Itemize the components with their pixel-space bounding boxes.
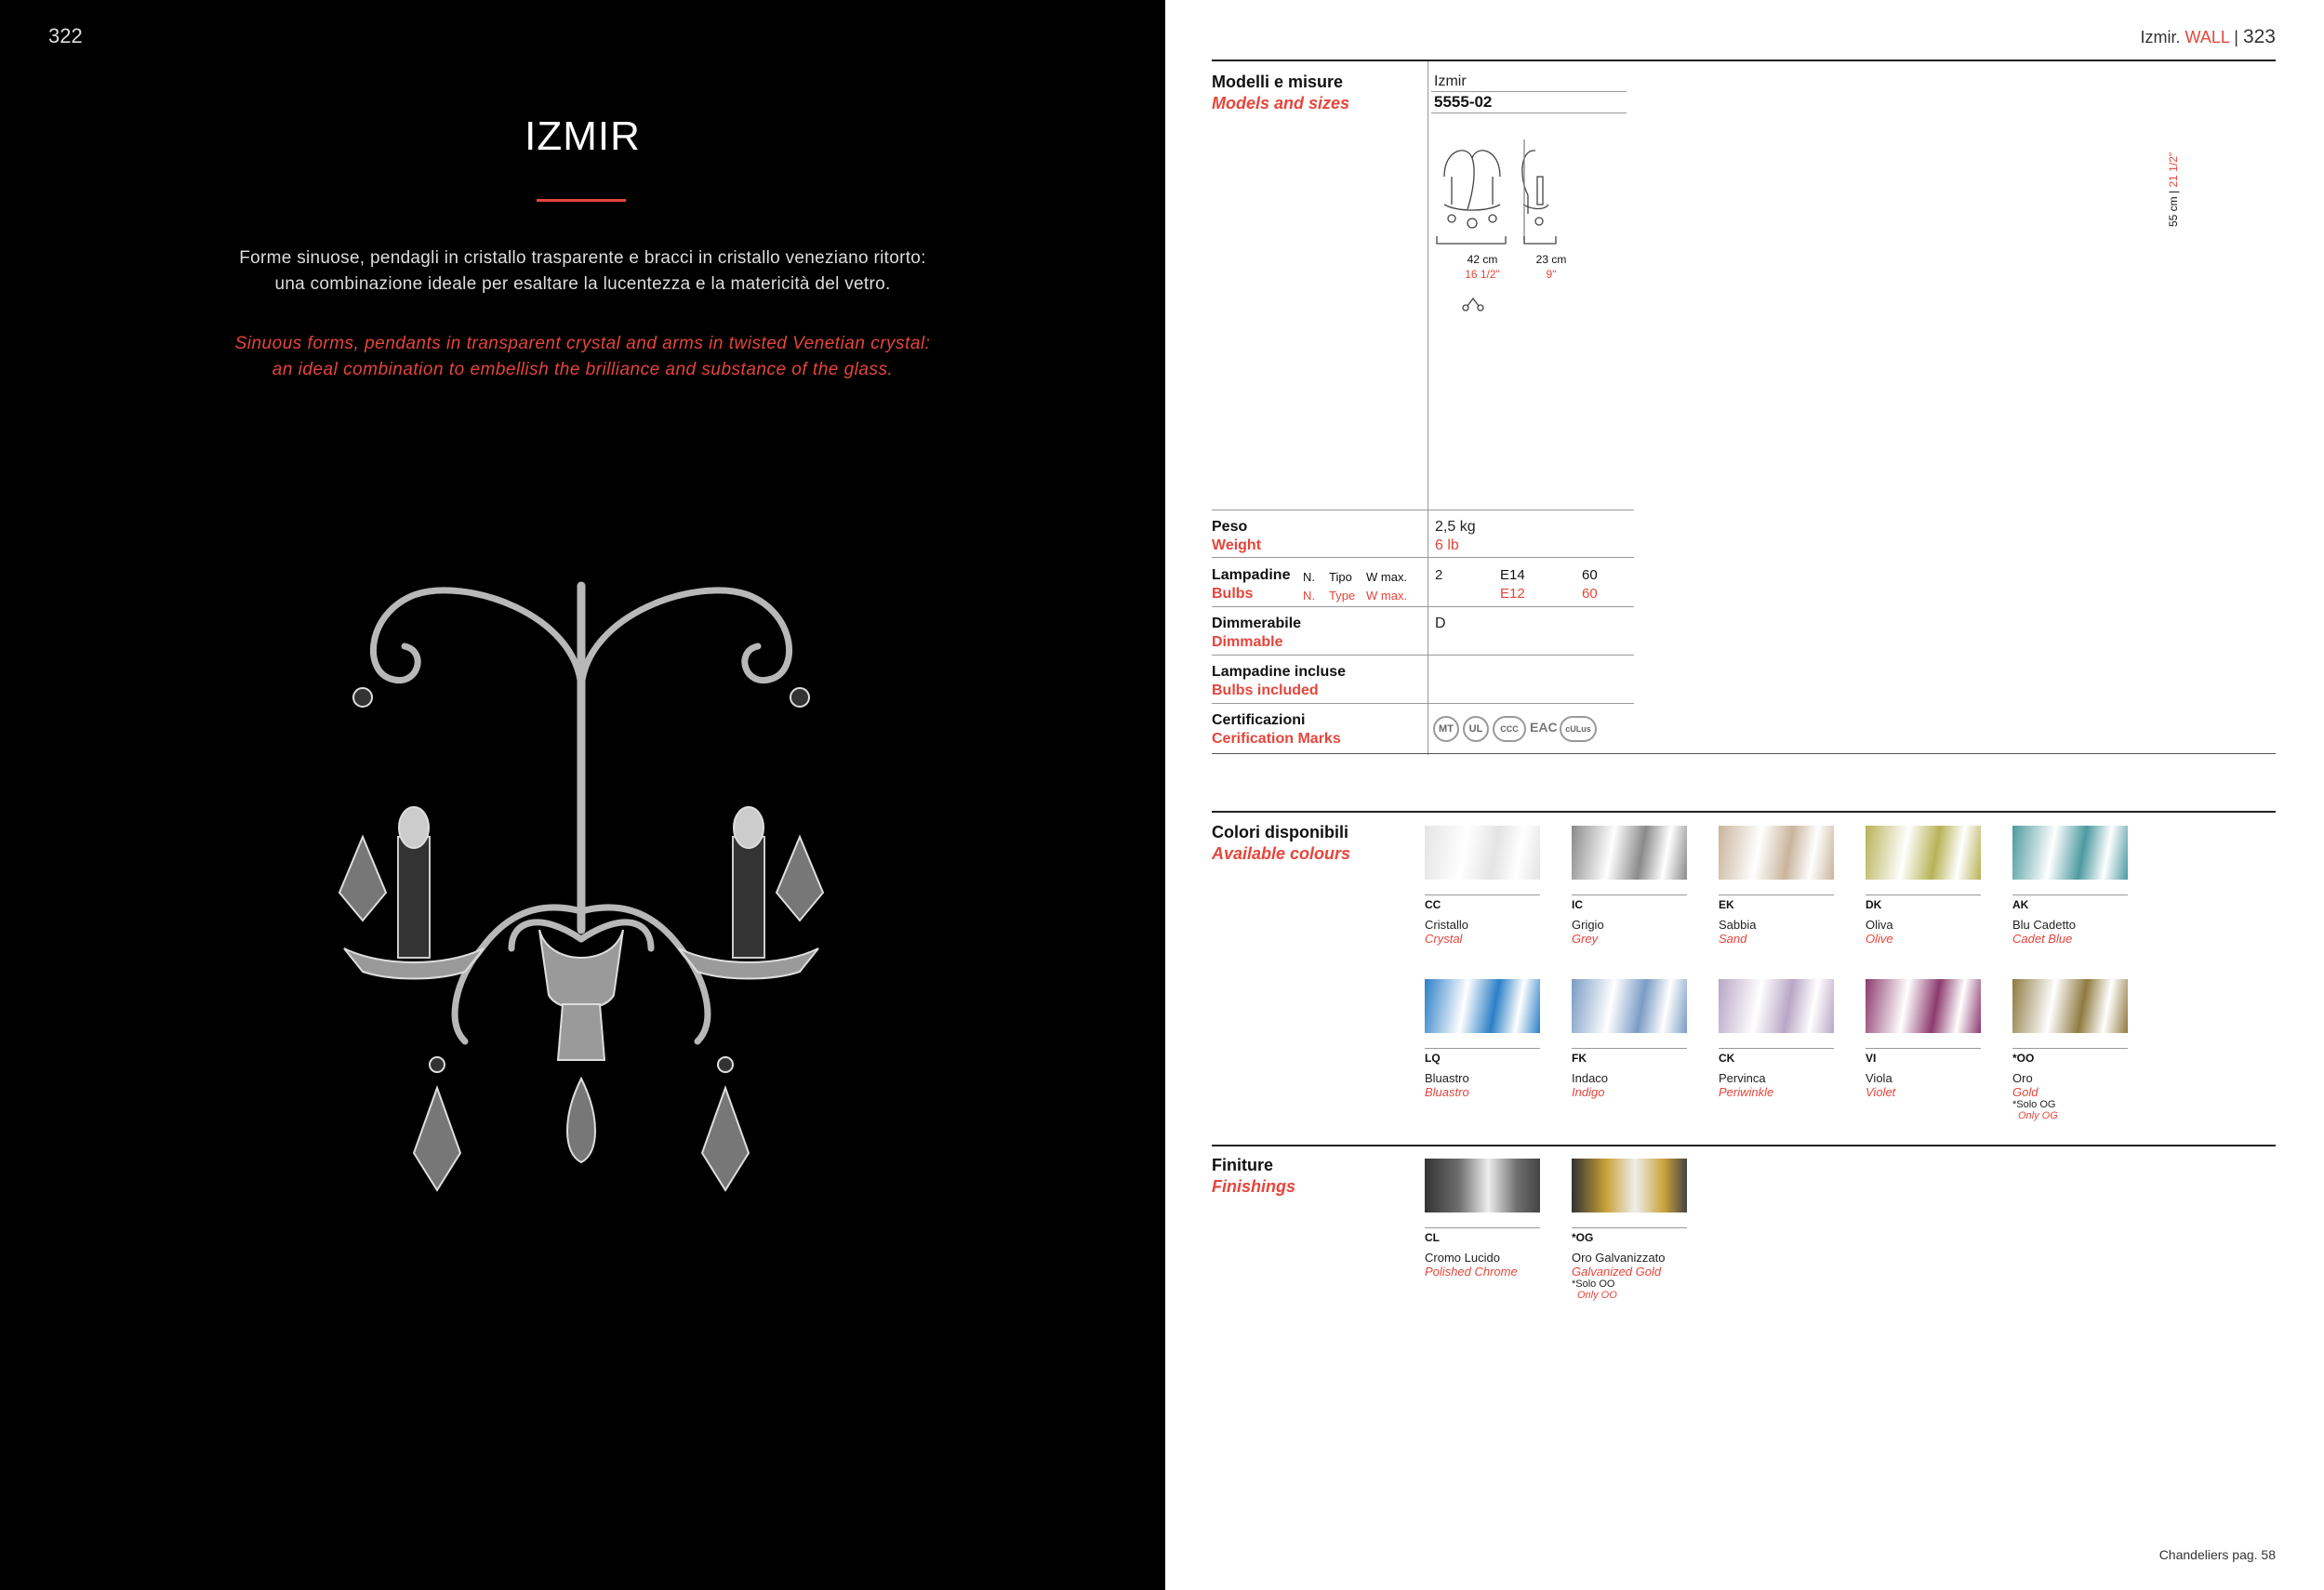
swatch-code: FK xyxy=(1572,1052,1587,1065)
swatch-name-it: Pervinca xyxy=(1719,1071,1766,1085)
swatch-name-it: Blu Cadetto xyxy=(2012,918,2076,932)
swatch-code: *OO xyxy=(2012,1052,2035,1065)
bulbs-label: Lampadine Bulbs xyxy=(1212,567,1291,602)
dimmable-label: Dimmerabile Dimmable xyxy=(1212,616,1302,650)
width-dimension-cm: 42 cm xyxy=(1467,253,1498,266)
culus-mark-icon: cULus xyxy=(1560,716,1597,742)
swatch-name-en: Galvanized Gold xyxy=(1572,1265,1662,1279)
header-category: WALL xyxy=(2185,28,2230,46)
swatch-code: DK xyxy=(1866,898,1882,911)
swatch-dk xyxy=(1866,826,1981,946)
header-product: Izmir. xyxy=(2140,28,2181,46)
swatch-cl xyxy=(1425,1159,1540,1279)
swatch-image xyxy=(1719,826,1834,880)
swatch-ek xyxy=(1719,826,1834,946)
swatch-name-en: Grey xyxy=(1572,932,1599,946)
page-number-left: 322 xyxy=(48,24,83,47)
title-underline xyxy=(537,199,626,202)
weight-value: 2,5 kg 6 lb xyxy=(1435,519,1476,553)
swatch-name-en: Polished Chrome xyxy=(1425,1265,1518,1279)
depth-dimension-cm: 23 cm xyxy=(1535,253,1567,266)
finishings-label: Finiture Finishings xyxy=(1212,1156,1295,1196)
swatch-note-it: *Solo OO xyxy=(1572,1279,1615,1290)
swatch-code: VI xyxy=(1866,1052,1877,1065)
swatch-name-it: Cristallo xyxy=(1425,918,1468,932)
swatch-image xyxy=(1425,1159,1540,1212)
swatch-image xyxy=(1572,1159,1687,1212)
wall-mount-icon xyxy=(1461,296,1485,312)
swatch-name-it: Sabbia xyxy=(1719,918,1757,932)
swatch-name-en: Olive xyxy=(1866,932,1893,946)
bulbs-wattage: 60 60 xyxy=(1582,567,1598,602)
specs-bottom-rule xyxy=(1212,753,2276,754)
dimmable-value: D xyxy=(1435,616,1446,631)
description-english: Sinuous forms, pendants in transparent crystal and arms in twisted Venetian crystal: an ideal combination to embellish the brilliance and substance of the glass. xyxy=(234,334,931,379)
bulbs-included-top-rule xyxy=(1212,655,1634,656)
colours-label: Colori disponibili Available colours xyxy=(1212,823,1351,863)
certification-marks xyxy=(1433,716,1600,742)
swatch-code: LQ xyxy=(1425,1052,1441,1065)
footer-reference: Chandeliers pag. 58 xyxy=(2158,1547,2276,1562)
bulbs-type: E14 E12 xyxy=(1500,567,1525,602)
swatch-image xyxy=(2012,826,2128,880)
model-name: Izmir xyxy=(1434,73,1467,89)
swatch-image xyxy=(1425,979,1540,1033)
swatch-ic xyxy=(1572,826,1687,946)
swatch-name-en: Crystal xyxy=(1425,932,1463,946)
product-title: IZMIR xyxy=(525,113,641,159)
swatch-name-it: Viola xyxy=(1866,1071,1892,1085)
swatch-name-it: Indaco xyxy=(1572,1071,1609,1085)
swatch-code: CL xyxy=(1425,1231,1440,1244)
header-separator: | xyxy=(2234,28,2238,46)
bulbs-columns: N. Tipo W max. N. Type W max. xyxy=(1303,570,1408,603)
swatch-name-it: Oro Galvanizzato xyxy=(1572,1251,1666,1265)
swatch-code: CC xyxy=(1425,898,1441,911)
swatch-code: AK xyxy=(2012,898,2029,911)
swatch-name-en: Periwinkle xyxy=(1719,1085,1774,1099)
model-code: 5555-02 xyxy=(1434,93,1493,111)
models-label: Modelli e misure Models and sizes xyxy=(1212,73,1350,113)
bulbs-count: 2 xyxy=(1435,567,1443,583)
height-dimension: 55 cm | 21 1/2" xyxy=(2167,152,2180,227)
swatch-note-en: Only OO xyxy=(1577,1290,1617,1301)
certifications-label: Certificazioni Cerification Marks xyxy=(1212,712,1341,747)
swatch-image xyxy=(2012,979,2128,1033)
swatch-image xyxy=(1572,979,1687,1033)
model-name-rule xyxy=(1431,91,1627,92)
wall-lamp-image xyxy=(325,558,837,1246)
swatch-image xyxy=(1719,979,1834,1033)
swatch-code: *OG xyxy=(1572,1231,1594,1244)
top-rule xyxy=(1212,60,2276,61)
bulbs-top-rule xyxy=(1212,557,1634,558)
swatch-cc xyxy=(1425,826,1540,946)
depth-dimension-in: 9" xyxy=(1546,268,1557,281)
swatch-note-it: *Solo OG xyxy=(2012,1099,2056,1110)
swatch-note-en: Only OG xyxy=(2018,1110,2058,1121)
swatch-code: EK xyxy=(1719,898,1734,911)
mt-mark-icon: MT xyxy=(1433,716,1459,742)
swatch-name-it: Oro xyxy=(2012,1071,2033,1085)
swatch-code: CK xyxy=(1719,1052,1735,1065)
weight-label: Peso Weight xyxy=(1212,519,1262,553)
ccc-mark-icon: CCC xyxy=(1493,716,1526,742)
finishings-top-rule xyxy=(1212,1145,2276,1146)
swatch-name-it: Bluastro xyxy=(1425,1071,1469,1085)
width-dimension-in: 16 1/2" xyxy=(1465,268,1500,281)
dimension-drawing xyxy=(1435,139,1565,251)
swatch-name-it: Oliva xyxy=(1866,918,1893,932)
swatch-ck xyxy=(1719,979,1834,1099)
swatch-image xyxy=(1866,979,1981,1033)
ul-mark-icon: UL xyxy=(1463,716,1489,742)
eac-mark-icon: EAC xyxy=(1530,720,1558,735)
description-italian: Forme sinuose, pendagli in cristallo trasparente e bracci in cristallo veneziano ritorto: una combinazione ideale per esaltare la lucentezza e la matericità del vetro. xyxy=(239,248,926,294)
right-page xyxy=(1165,0,2324,1590)
swatch-oo xyxy=(2012,979,2128,1121)
swatch-lq xyxy=(1425,979,1540,1099)
swatch-image xyxy=(1866,826,1981,880)
swatch-code: IC xyxy=(1572,898,1583,911)
swatch-ak xyxy=(2012,826,2128,946)
swatch-name-en: Violet xyxy=(1866,1085,1896,1099)
swatch-vi xyxy=(1866,979,1981,1099)
swatch-name-en: Gold xyxy=(2012,1085,2038,1099)
certifications-top-rule xyxy=(1212,703,1634,704)
colours-top-rule xyxy=(1212,811,2276,813)
bulbs-included-label: Lampadine incluse Bulbs included xyxy=(1212,664,1347,698)
dimmable-top-rule xyxy=(1212,606,1634,607)
swatch-name-it: Cromo Lucido xyxy=(1425,1251,1500,1265)
swatch-image xyxy=(1425,826,1540,880)
swatch-name-en: Cadet Blue xyxy=(2012,932,2073,946)
swatch-name-en: Indigo xyxy=(1572,1085,1605,1099)
swatch-name-en: Bluastro xyxy=(1425,1085,1469,1099)
swatch-name-it: Grigio xyxy=(1572,918,1604,932)
swatch-name-en: Sand xyxy=(1719,932,1747,946)
page-number-right: 323 xyxy=(2242,26,2276,47)
swatch-fk xyxy=(1572,979,1687,1099)
swatch-image xyxy=(1572,826,1687,880)
running-header xyxy=(2141,26,2276,48)
swatch-og xyxy=(1572,1159,1687,1301)
